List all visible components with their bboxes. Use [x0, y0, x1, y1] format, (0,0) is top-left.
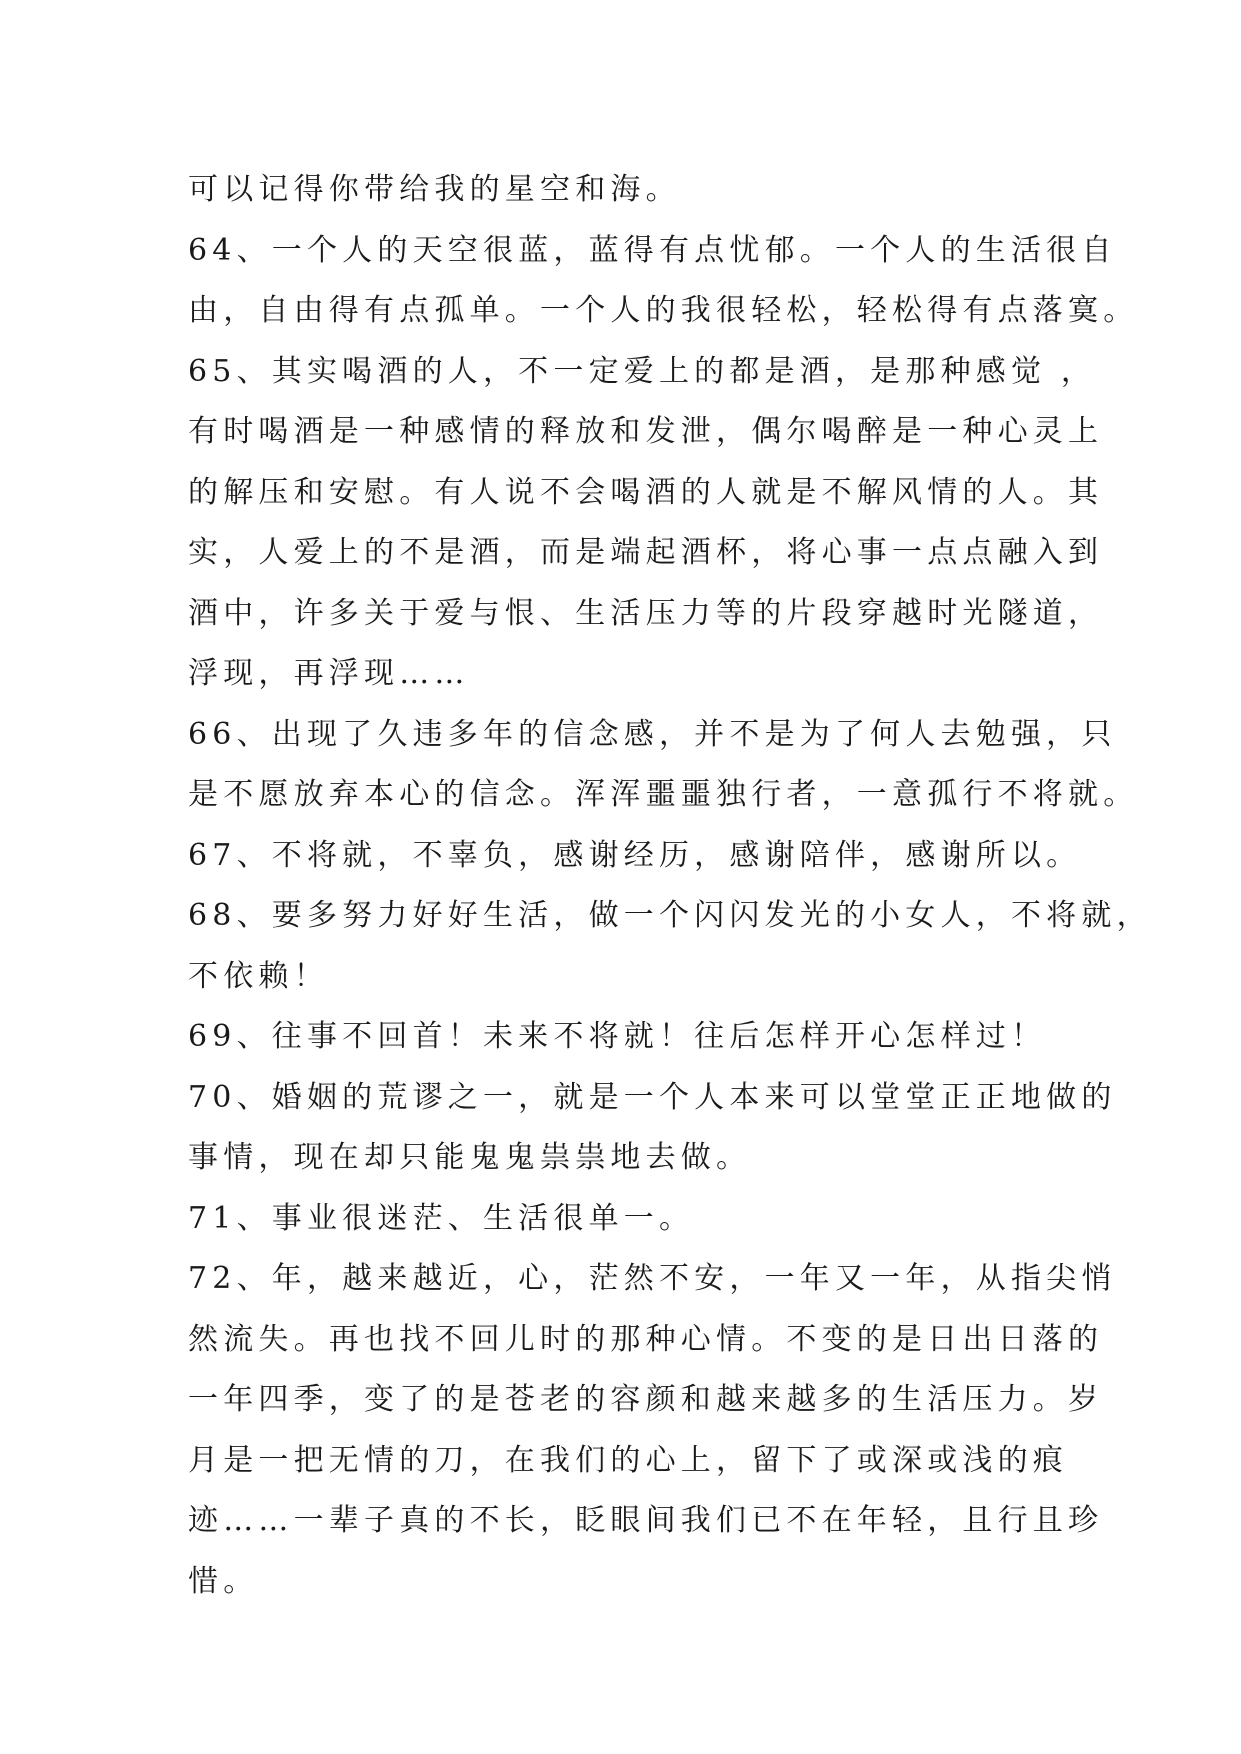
text-line: 69、往事不回首！未来不将就！往后怎样开心怎样过！: [188, 1019, 1047, 1054]
text-line: 月是一把无情的刀，在我们的心上，留下了或深或浅的痕: [188, 1442, 1068, 1478]
text-line: 然流失。再也找不回儿时的那种心情。不变的是日出日落的: [188, 1321, 1104, 1357]
text-line: 事情，现在却只能鬼鬼祟祟地去做。: [188, 1140, 752, 1175]
text-line: 由，自由得有点孤单。一个人的我很轻松，轻松得有点落寞。: [188, 293, 1139, 328]
text-line: 浮现，再浮现……: [188, 656, 470, 691]
text-line: 有时喝酒是一种感情的释放和发泄，偶尔喝醉是一种心灵上: [188, 414, 1104, 449]
text-line: 67、不将就，不辜负，感谢经历，感谢陪伴，感谢所以。: [188, 837, 1082, 873]
text-line: 迹……一辈子真的不长，眨眼间我们已不在年轻，且行且珍: [188, 1503, 1104, 1538]
text-line: 65、其实喝酒的人，不一定爱上的都是酒，是那种感觉 ，: [188, 353, 1097, 389]
text-line: 71、事业很迷茫、生活很单一。: [188, 1200, 695, 1236]
text-line: 可以记得你带给我的星空和海。: [188, 172, 681, 207]
text-line: 64、一个人的天空很蓝，蓝得有点忧郁。一个人的生活很自: [188, 232, 1117, 268]
text-line: 68、要多努力好好生活，做一个闪闪发光的小女人，不将就，: [188, 898, 1152, 933]
text-line: 的解压和安慰。有人说不会喝酒的人就是不解风情的人。其: [188, 474, 1104, 510]
text-line: 实，人爱上的不是酒，而是端起酒杯，将心事一点点融入到: [188, 535, 1104, 570]
text-line: 72、年，越来越近，心，茫然不安，一年又一年，从指尖悄: [188, 1261, 1117, 1296]
text-line: 是不愿放弃本心的信念。浑浑噩噩独行者，一意孤行不将就。: [188, 777, 1139, 812]
text-line: 酒中，许多关于爱与恨、生活压力等的片段穿越时光隧道，: [188, 595, 1104, 631]
text-line: 不依赖！: [188, 958, 329, 994]
text-line: 70、婚姻的荒谬之一，就是一个人本来可以堂堂正正地做的: [188, 1079, 1117, 1115]
document-body: [188, 160, 1152, 1612]
text-line: 66、出现了久违多年的信念感，并不是为了何人去勉强，只: [188, 716, 1117, 752]
text-line: 一年四季，变了的是苍老的容颜和越来越多的生活压力。岁: [188, 1382, 1104, 1417]
text-line: 惜。: [188, 1563, 259, 1599]
